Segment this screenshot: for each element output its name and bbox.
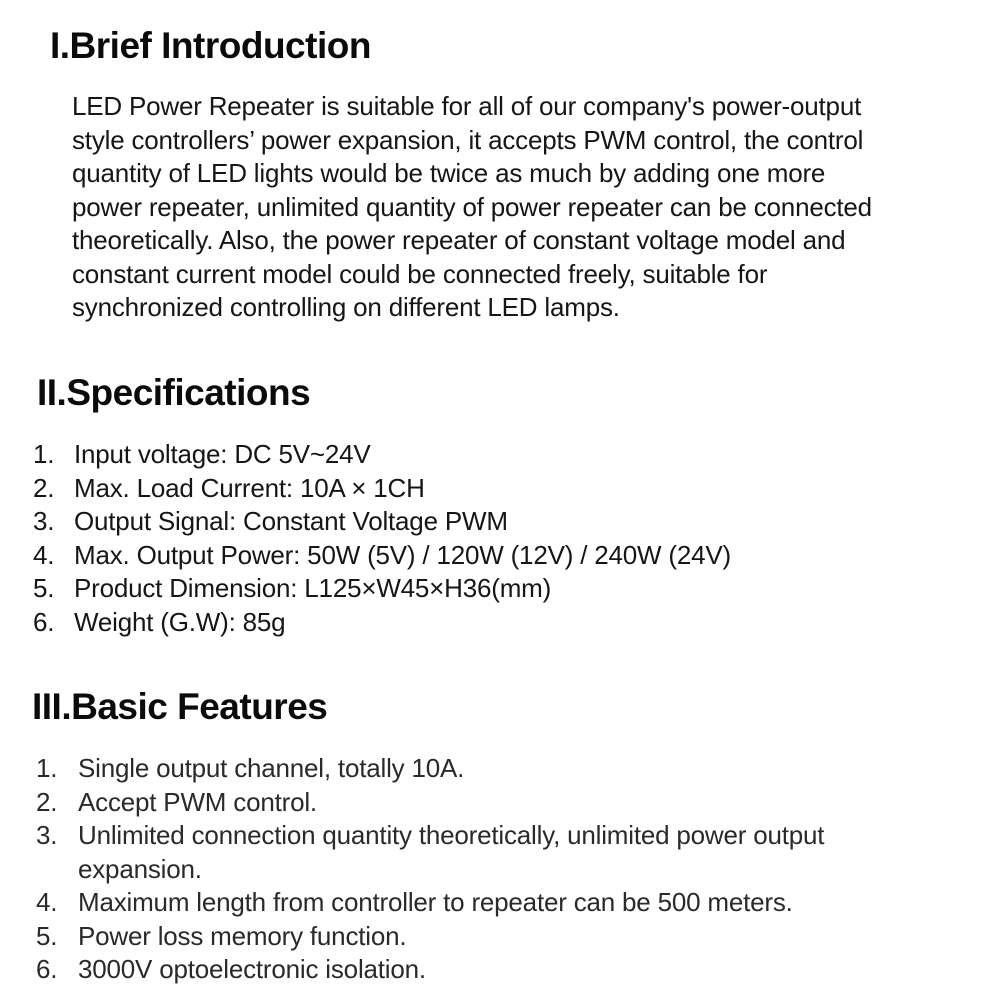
list-number: 3.: [33, 506, 55, 536]
intro-line: style controllers’ power expansion, it accepts PWM control, the control: [72, 124, 864, 155]
intro-line: theoretically. Also, the power repeater of constant voltage model and: [72, 225, 846, 255]
spec-item: [33, 505, 731, 539]
intro-line: synchronized controlling on different LED lamps.: [72, 292, 620, 322]
list-number: 4.: [36, 887, 58, 917]
features-list: [36, 752, 824, 987]
list-number: 5.: [33, 573, 55, 603]
spec-item: [33, 572, 731, 606]
intro-line: LED Power Repeater is suitable for all of our company's power-output: [72, 91, 862, 121]
spec-text: Input voltage: DC 5V~24V: [74, 439, 371, 469]
list-number: 2.: [33, 472, 55, 503]
feature-text: Unlimited connection quantity theoretically, unlimited power output: [78, 820, 825, 850]
list-number: 4.: [33, 539, 55, 570]
spec-item: [33, 606, 731, 640]
intro-line: quantity of LED lights would be twice as much by adding one more: [72, 158, 826, 188]
list-number: 2.: [36, 786, 58, 817]
feature-text: Accept PWM control.: [78, 786, 317, 817]
spec-text: Max. Output Power: 50W (5V) / 120W (12V) / 240W (24V): [74, 539, 731, 570]
feature-item: [36, 786, 824, 820]
feature-text: Maximum length from controller to repeater can be 500 meters.: [78, 887, 793, 917]
list-number: 5.: [36, 920, 58, 951]
specifications-list: [33, 438, 731, 639]
spec-text: Max. Load Current: 10A × 1CH: [74, 472, 425, 503]
spec-item: [33, 472, 731, 506]
feature-item: [36, 819, 824, 886]
feature-item: [36, 953, 824, 987]
spec-text: Weight (G.W): 85g: [74, 606, 286, 637]
feature-text: Single output channel, totally 10A.: [78, 753, 465, 783]
feature-item: [36, 752, 824, 786]
feature-text-continued: expansion.: [78, 853, 202, 884]
section-title-specifications: II.Specifications: [37, 372, 311, 413]
list-number: 6.: [33, 606, 55, 637]
list-number: 6.: [36, 954, 58, 984]
spec-text: Product Dimension: L125×W45×H36(mm): [74, 573, 552, 603]
feature-item: [36, 920, 824, 954]
intro-line: constant current model could be connected freely, suitable for: [72, 258, 768, 289]
intro-line: power repeater, unlimited quantity of power repeater can be connected: [72, 191, 872, 222]
list-number: 3.: [36, 820, 58, 850]
spec-item: [33, 438, 731, 472]
list-number: 1.: [36, 753, 58, 783]
section-title-brief-introduction: I.Brief Introduction: [50, 25, 371, 66]
spec-item: [33, 539, 731, 573]
section-title-basic-features: III.Basic Features: [32, 686, 328, 727]
feature-item: [36, 886, 824, 920]
intro-paragraph: [72, 90, 972, 325]
spec-text: Output Signal: Constant Voltage PWM: [74, 506, 508, 536]
list-number: 1.: [33, 439, 55, 469]
feature-text: Power loss memory function.: [78, 920, 407, 951]
feature-text: 3000V optoelectronic isolation.: [78, 954, 426, 984]
